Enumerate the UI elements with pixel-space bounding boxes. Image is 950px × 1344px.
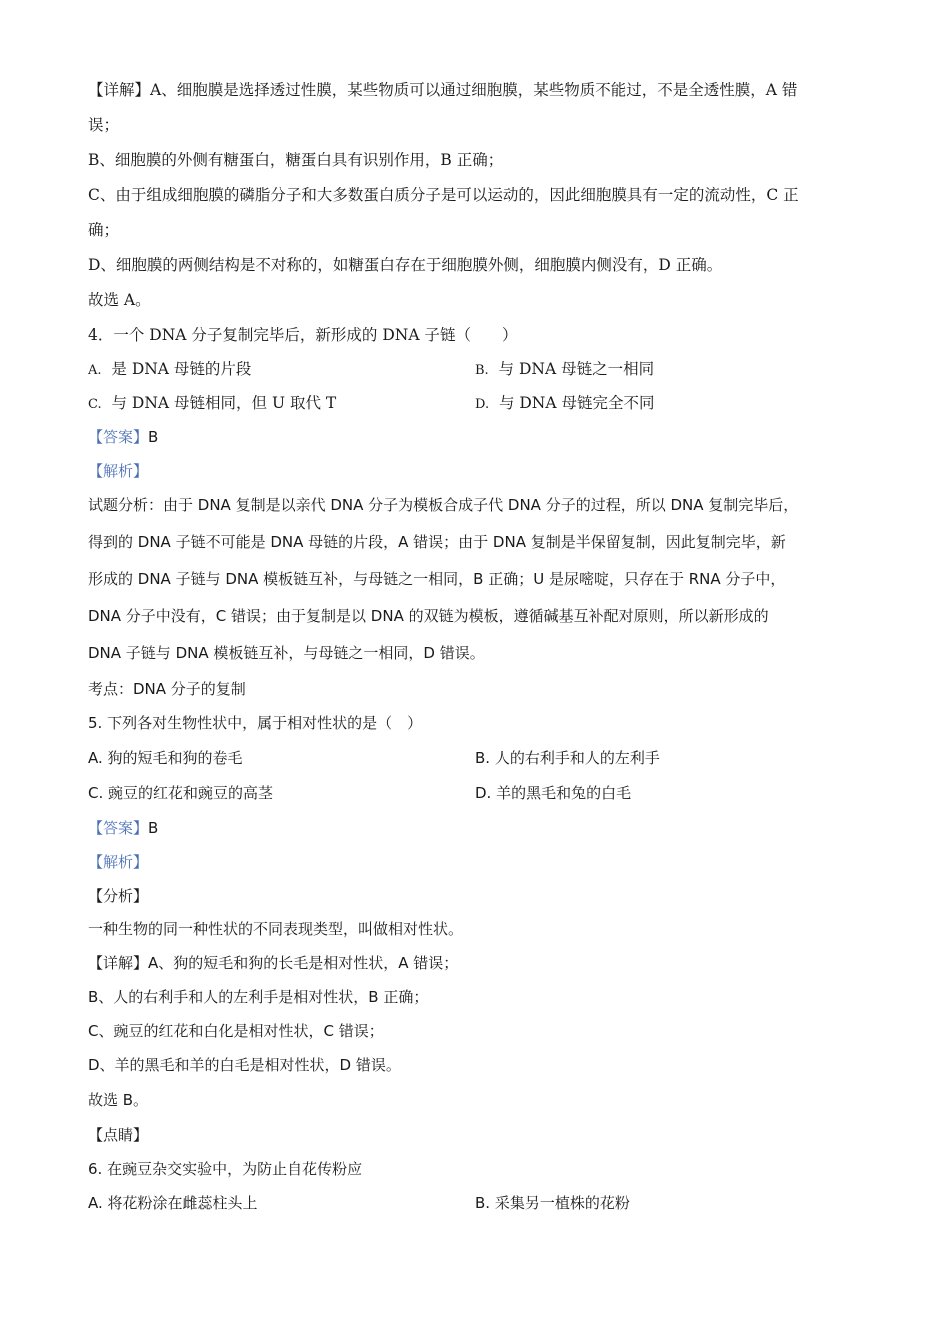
q5-detail-line-1: 【详解】A、狗的短毛和狗的长毛是相对性状，A 错误； — [88, 954, 459, 972]
option-letter: C. — [88, 397, 102, 412]
q4-analysis-tag: 【解析】 — [88, 462, 149, 480]
answer-value: B — [148, 428, 159, 446]
q5-choice: 故选 B。 — [88, 1091, 149, 1109]
q4-analysis-line-2: 得到的 DNA 子链不可能是 DNA 母链的片段，A 错误；由于 DNA 复制是半保留复制，因此复制完毕，新 — [88, 533, 786, 551]
q5-fenxi-tag: 【分析】 — [88, 887, 149, 905]
q4-option-a — [88, 359, 468, 381]
q5-option-b: B. 人的右利手和人的左利手 — [475, 749, 660, 767]
q4-analysis-line-5: DNA 子链与 DNA 模板链互补，与母链之一相同，D 错误。 — [88, 644, 485, 662]
answer-tag: 【答案】 — [88, 819, 149, 837]
option-text: 与 DNA 母链完全不同 — [498, 394, 655, 412]
q5-dianjing-tag: 【点睛】 — [88, 1126, 149, 1144]
q4-option-c — [88, 393, 468, 415]
q4-answer — [88, 427, 888, 447]
q5-option-d: D. 羊的黑毛和兔的白毛 — [475, 784, 632, 802]
q5-fenxi-text: 一种生物的同一种性状的不同表现类型，叫做相对性状。 — [88, 920, 464, 938]
q6-option-b: B. 采集另一植株的花粉 — [475, 1194, 630, 1212]
q6-option-a: A. 将花粉涂在雌蕊柱头上 — [88, 1194, 258, 1212]
option-letter: B. — [475, 363, 489, 378]
option-letter: A. — [88, 363, 102, 378]
q3-detail-line-3: C、由于组成细胞膜的磷脂分子和大多数蛋白质分子是可以运动的，因此细胞膜具有一定的流动性，C 正 — [88, 186, 799, 204]
option-letter: D. — [475, 397, 490, 412]
q4-analysis-line-3: 形成的 DNA 子链与 DNA 模板链互补，与母链之一相同，B 正确；U 是尿嘧啶，只存在于 RNA 分子中， — [88, 570, 786, 588]
q4-option-b — [475, 359, 895, 381]
q3-detail-line-4: D、细胞膜的两侧结构是不对称的，如糖蛋白存在于细胞膜外侧，细胞膜内侧没有，D 正确。 — [88, 256, 723, 274]
q3-detail-line-1b: 误； — [88, 116, 120, 134]
q5-detail-line-4: D、羊的黑毛和羊的白毛是相对性状，D 错误。 — [88, 1056, 401, 1074]
q3-choice: 故选 A。 — [88, 291, 151, 309]
q4-option-d — [475, 393, 895, 415]
option-text: 是 DNA 母链的片段 — [111, 360, 252, 378]
q5-option-c: C. 豌豆的红花和豌豆的高茎 — [88, 784, 274, 802]
q3-detail-line-3b: 确； — [88, 221, 120, 239]
q5-detail-line-3: C、豌豆的红花和白化是相对性状，C 错误； — [88, 1022, 384, 1040]
option-text: 与 DNA 母链之一相同 — [498, 360, 655, 378]
q4-point: 考点：DNA 分子的复制 — [88, 680, 246, 698]
option-text: 与 DNA 母链相同，但 U 取代 T — [111, 394, 337, 412]
q5-detail-line-2: B、人的右利手和人的左利手是相对性状，B 正确； — [88, 988, 429, 1006]
q5-option-a: A. 狗的短毛和狗的卷毛 — [88, 749, 243, 767]
q3-detail-line-1: 【详解】A、细胞膜是选择透过性膜，某些物质可以通过细胞膜，某些物质不能过，不是全透性膜，A 错 — [88, 81, 798, 99]
q4-analysis-line-4: DNA 分子中没有，C 错误；由于复制是以 DNA 的双链为模板，遵循碱基互补配对原则，所以新形成的 — [88, 607, 769, 625]
q4-analysis-line-1: 试题分析：由于 DNA 复制是以亲代 DNA 分子为模板合成子代 DNA 分子的过程，所以 DNA 复制完毕后， — [88, 496, 799, 514]
q6-stem: 6. 在豌豆杂交实验中，为防止自花传粉应 — [88, 1160, 363, 1178]
q5-stem: 5. 下列各对生物性状中，属于相对性状的是（ ） — [88, 714, 423, 732]
q5-answer — [88, 818, 888, 838]
q5-analysis-tag: 【解析】 — [88, 853, 149, 871]
q3-detail-line-2: B、细胞膜的外侧有糖蛋白，糖蛋白具有识别作用，B 正确； — [88, 151, 504, 169]
answer-tag: 【答案】 — [88, 428, 149, 446]
q4-stem: 4．一个 DNA 分子复制完毕后，新形成的 DNA 子链（ ） — [88, 326, 518, 344]
answer-value: B — [148, 819, 159, 837]
